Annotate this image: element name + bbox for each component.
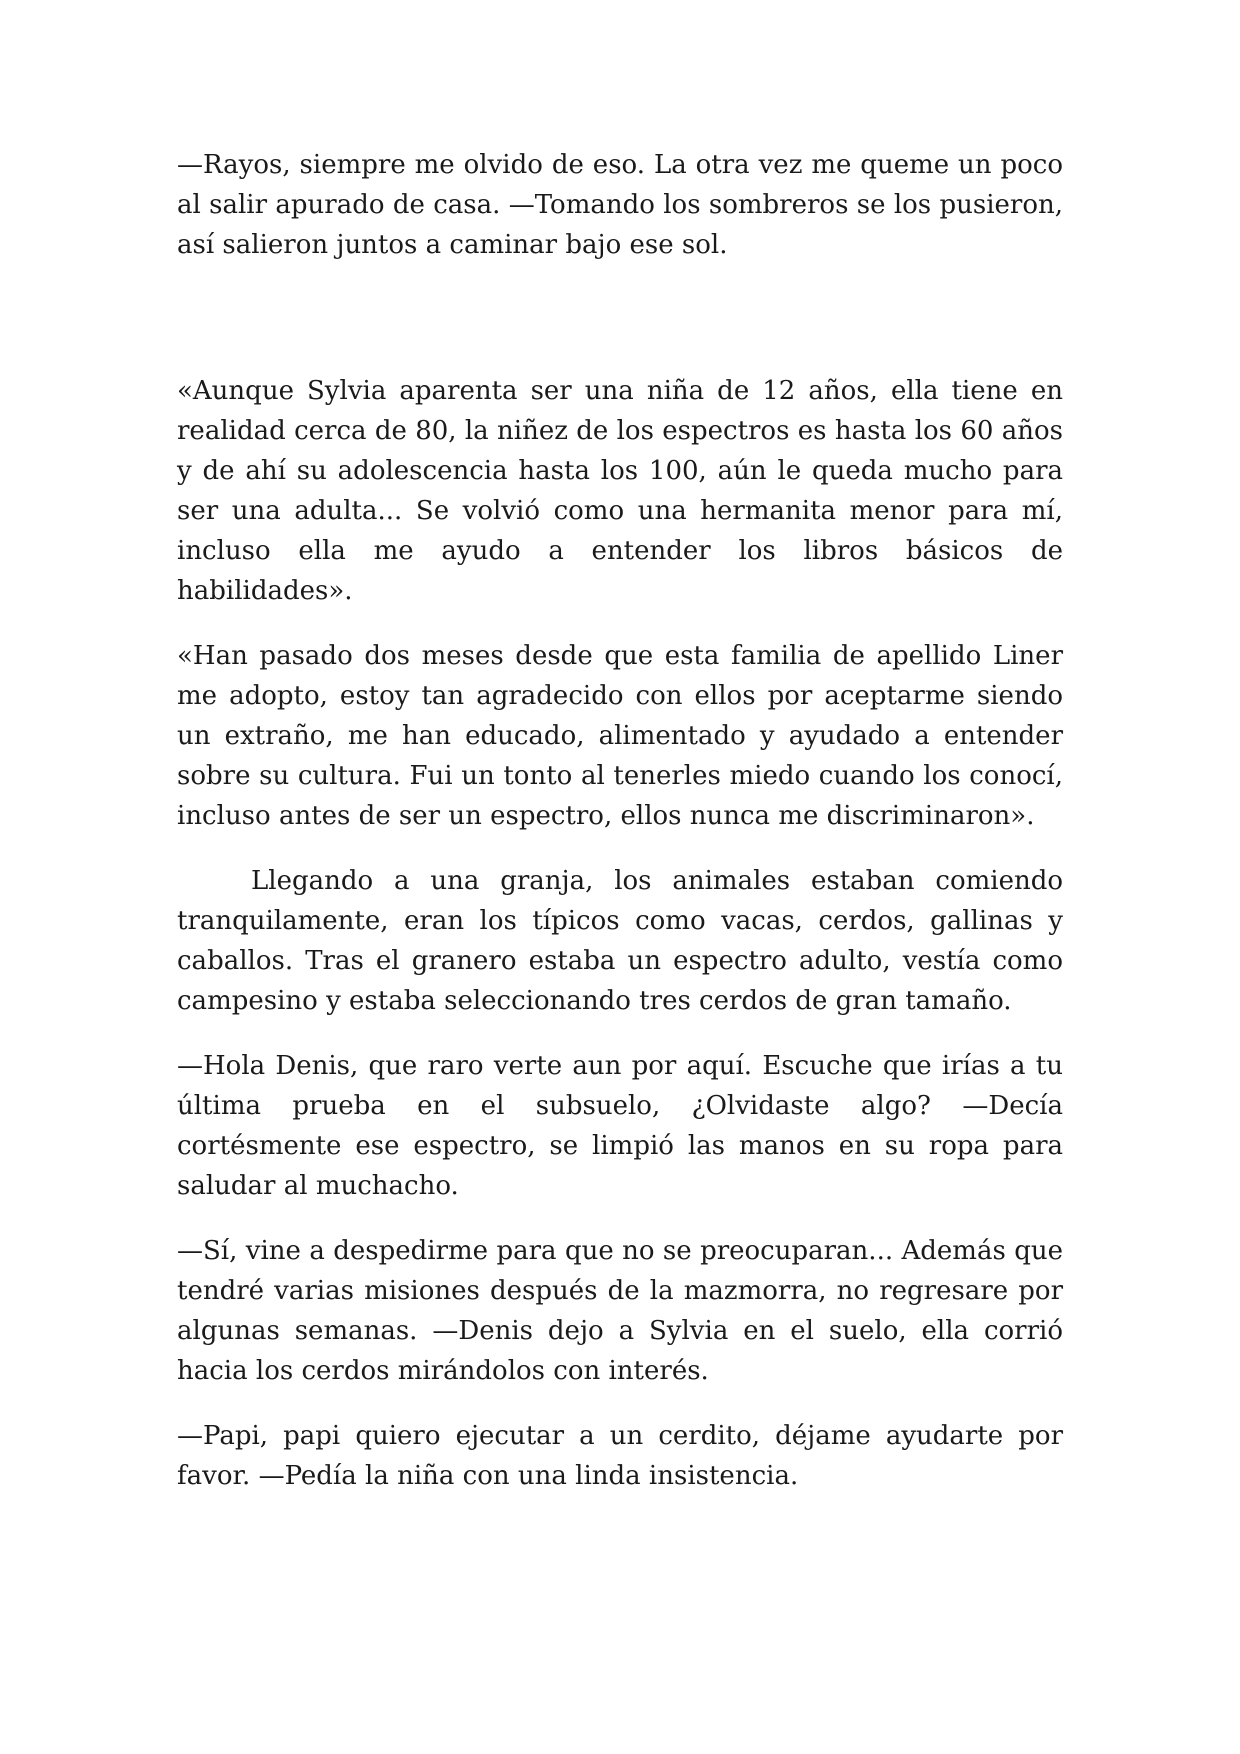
- scene-break-space: [177, 265, 1063, 371]
- paragraph-dialogue-despedirme: —Sí, vine a despedirme para que no se preocuparan... Además que tendré varias misiones después de la mazmorra, no regresare por algunas semanas. —Denis dejo a Sylvia en el suelo, ella corrió hacia los cerdos mirándolos con interés.: [177, 1236, 1063, 1386]
- paragraph-dialogue-rayos: —Rayos, siempre me olvido de eso. La otra vez me queme un poco al salir apurado de casa. —Tomando los sombreros se los pusieron, así salieron juntos a caminar bajo ese sol.: [177, 150, 1063, 260]
- paragraph-dialogue-papi: —Papi, papi quiero ejecutar a un cerdito, déjame ayudarte por favor. —Pedía la niña con una linda insistencia.: [177, 1421, 1063, 1491]
- paragraph-thought-liner-family: «Han pasado dos meses desde que esta familia de apellido Liner me adopto, estoy tan agradecido con ellos por aceptarme siendo un extraño, me han educado, alimentado y ayudado a entender sobre su cultura. Fui un tonto al tenerles miedo cuando los conocí, incluso antes de ser un espectro, ellos nunca me discriminaron».: [177, 641, 1063, 831]
- paragraph-dialogue-hola-denis: —Hola Denis, que raro verte aun por aquí. Escuche que irías a tu última prueba en el subsuelo, ¿Olvidaste algo? —Decía cortésmente ese espectro, se limpió las manos en su ropa para saludar al muchacho.: [177, 1051, 1063, 1201]
- paragraph-narration-farm: Llegando a una granja, los animales estaban comiendo tranquilamente, eran los típicos como vacas, cerdos, gallinas y caballos. Tras el granero estaba un espectro adulto, vestía como campesino y estaba seleccionando tres cerdos de gran tamaño.: [177, 866, 1063, 1016]
- paragraph-thought-sylvia: «Aunque Sylvia aparenta ser una niña de 12 años, ella tiene en realidad cerca de 80, la niñez de los espectros es hasta los 60 años y de ahí su adolescencia hasta los 100, aún le queda mucho para ser una adulta... Se volvió como una hermanita menor para mí, incluso ella me ayudo a entender los libros básicos de habilidades».: [177, 376, 1063, 606]
- body-text: [177, 145, 1063, 1521]
